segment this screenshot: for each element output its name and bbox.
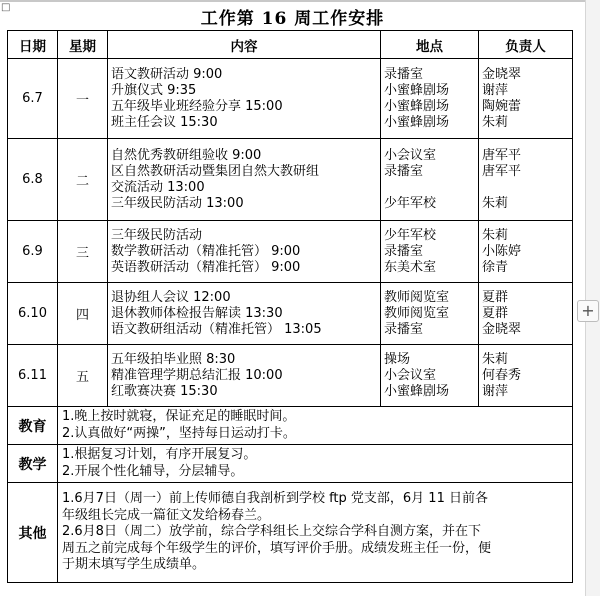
day-row	[8, 283, 573, 345]
place-lines	[381, 289, 478, 339]
content-line: 退休教师体检报告解读 13:30	[111, 305, 283, 321]
content-line: 数学教研活动（精准托管） 9:00	[111, 243, 301, 259]
header-content: 内容	[108, 31, 381, 59]
header-row	[8, 31, 573, 59]
content-line: 红歌赛决赛 15:30	[111, 383, 218, 399]
person-lines	[479, 227, 572, 277]
content-cell	[108, 59, 381, 139]
note-text-cell	[58, 407, 573, 445]
place-line: 小蜜蜂剧场	[384, 82, 450, 98]
content-cell	[108, 139, 381, 221]
content-lines	[108, 66, 380, 132]
content-line: 三年级民防活动 13:00	[111, 195, 244, 211]
content-line: 五年级拍毕业照 8:30	[111, 351, 236, 367]
person-line: 谢萍	[482, 82, 509, 98]
content-cell	[108, 345, 381, 407]
date-cell: 6.8	[8, 139, 58, 221]
page-title: 工作第 16 周工作安排	[200, 9, 385, 29]
note-line: 1.根据复习计划，有序开展复习。	[62, 447, 257, 462]
content-lines	[108, 289, 380, 339]
person-line: 金晓翠	[482, 321, 522, 337]
date-cell: 6.9	[8, 221, 58, 283]
place-cell	[381, 345, 479, 407]
place-line: 小蜜蜂剧场	[384, 98, 450, 114]
header-place: 地点	[381, 31, 479, 59]
content-line: 班主任会议 15:30	[111, 114, 218, 130]
person-line: 唐军平	[482, 163, 522, 179]
person-lines	[479, 66, 572, 132]
place-line: 少年军校	[384, 195, 437, 211]
person-line: 夏群	[482, 305, 509, 321]
content-lines	[108, 351, 380, 401]
day-row	[8, 221, 573, 283]
content-line: 区自然教研活动暨集团自然大教研组	[111, 163, 320, 179]
weekday-cell: 一	[58, 59, 108, 139]
place-line: 小蜜蜂剧场	[384, 383, 450, 399]
person-line: 朱莉	[482, 351, 509, 367]
place-line: 录播室	[384, 243, 424, 259]
content-cell	[108, 283, 381, 345]
place-line: 操场	[384, 351, 411, 367]
place-lines	[381, 147, 478, 213]
top-bar	[0, 0, 600, 2]
date-cell: 6.7	[8, 59, 58, 139]
note-line: 年级组长完成一篇征文发给杨春兰。	[62, 507, 271, 523]
person-line: 金晓翠	[482, 66, 522, 82]
place-line: 小蜜蜂剧场	[384, 114, 450, 130]
place-line	[384, 180, 475, 196]
content-line: 退协组人会议 12:00	[111, 289, 231, 305]
place-lines	[381, 351, 478, 401]
person-line: 何春秀	[482, 367, 522, 383]
content-lines	[108, 227, 380, 277]
place-line: 录播室	[384, 321, 424, 337]
place-line: 少年军校	[384, 227, 437, 243]
note-row	[8, 445, 573, 483]
place-lines	[381, 66, 478, 132]
place-line: 小会议室	[384, 367, 437, 383]
person-cell	[479, 345, 573, 407]
weekday-cell: 五	[58, 345, 108, 407]
content-line: 自然优秀教研组验收 9:00	[111, 147, 262, 163]
plus-icon[interactable]: +	[577, 300, 599, 322]
note-category: 教学	[8, 445, 58, 483]
right-scroll-strip[interactable]	[585, 0, 600, 596]
person-lines	[479, 351, 572, 401]
content-cell	[108, 221, 381, 283]
place-cell	[381, 221, 479, 283]
day-row	[8, 345, 573, 407]
person-cell	[479, 139, 573, 221]
note-line: 2.开展个性化辅导，分层辅导。	[62, 463, 244, 479]
person-line: 朱莉	[482, 114, 509, 130]
note-text-cell	[58, 483, 573, 583]
page-marker: □	[1, 2, 11, 13]
person-cell	[479, 283, 573, 345]
place-line: 录播室	[384, 163, 424, 179]
person-line: 谢萍	[482, 383, 509, 399]
note-line: 2.6月8日（周二）放学前，综合学科组长上交综合学科自测方案，并在下	[62, 524, 481, 540]
weekday-cell: 四	[58, 283, 108, 345]
place-line: 录播室	[384, 66, 424, 82]
schedule-table	[7, 30, 573, 583]
content-line: 语文教研组活动（精准托管） 13:05	[111, 321, 322, 337]
header-person: 负责人	[479, 31, 573, 59]
person-lines	[479, 147, 572, 213]
content-line: 交流活动 13:00	[111, 179, 205, 195]
person-cell	[479, 59, 573, 139]
person-line: 夏群	[482, 289, 509, 305]
person-lines	[479, 289, 572, 339]
place-line: 东美术室	[384, 259, 437, 275]
place-line: 小会议室	[384, 147, 437, 163]
note-row	[8, 483, 573, 583]
header-day: 星期	[58, 31, 108, 59]
weekday-cell: 二	[58, 139, 108, 221]
note-line: 1.6月7日（周一）前上传师德自我剖析到学校 ftp 党支部，6月 11 日前各	[62, 491, 488, 507]
content-line: 精准管理学期总结汇报 10:00	[111, 367, 283, 383]
person-line: 陶婉蕾	[482, 98, 522, 114]
place-cell	[381, 139, 479, 221]
note-line: 2.认真做好“两操”，坚持每日运动打卡。	[62, 425, 296, 441]
person-line	[482, 180, 569, 196]
weekday-cell: 三	[58, 221, 108, 283]
place-cell	[381, 59, 479, 139]
note-text-cell	[58, 445, 573, 483]
person-line: 徐青	[482, 259, 509, 275]
content-line: 语文教研活动 9:00	[111, 66, 223, 82]
person-line: 唐军平	[482, 147, 522, 163]
person-cell	[479, 221, 573, 283]
content-lines	[108, 147, 380, 213]
person-line: 朱莉	[482, 227, 509, 243]
person-line: 小陈婷	[482, 243, 522, 259]
place-line: 教师阅览室	[384, 305, 450, 321]
note-category: 其他	[8, 483, 58, 583]
content-line: 升旗仪式 9:35	[111, 82, 197, 98]
note-line: 周五之前完成每个年级学生的评价，填写评价手册。成绩发班主任一份，便	[62, 540, 492, 556]
place-lines	[381, 227, 478, 277]
note-row	[8, 407, 573, 445]
note-line: 1.晚上按时就寝，保证充足的睡眠时间。	[62, 409, 296, 424]
date-cell: 6.10	[8, 283, 58, 345]
content-line: 三年级民防活动	[111, 227, 203, 243]
day-row	[8, 139, 573, 221]
content-line: 英语教研活动（精准托管） 9:00	[111, 259, 301, 275]
person-line: 朱莉	[482, 195, 509, 211]
place-cell	[381, 283, 479, 345]
content-line: 五年级毕业班经验分享 15:00	[111, 98, 283, 114]
note-line: 于期末填写学生成绩单。	[62, 557, 206, 573]
day-row	[8, 59, 573, 139]
place-line: 教师阅览室	[384, 289, 450, 305]
date-cell: 6.11	[8, 345, 58, 407]
note-category: 教育	[8, 407, 58, 445]
header-date: 日期	[8, 31, 58, 59]
